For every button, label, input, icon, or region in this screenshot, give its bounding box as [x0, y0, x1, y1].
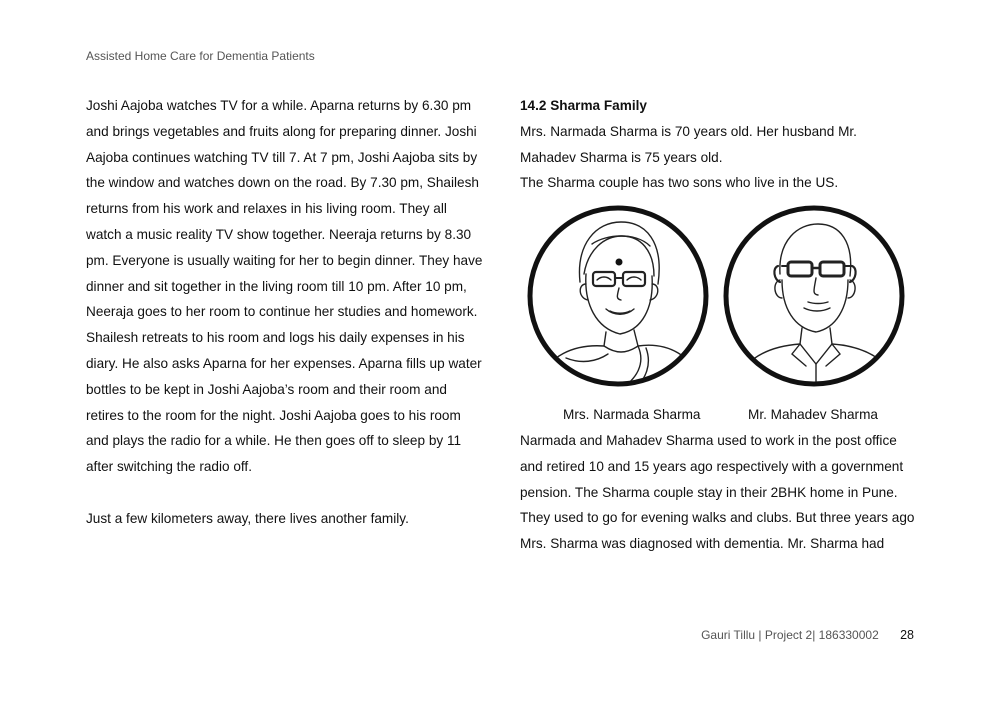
portrait-illustrations [520, 196, 915, 402]
body-paragraph: Joshi Aajoba watches TV for a while. Aparna returns by 6.30 pm and brings vegetables and fruits along for preparing dinner. Joshi Aajoba continues watching TV till 7. At 7 pm, Joshi Aajoba sits by the window and watches down on the road. By 7.30 pm, Shailesh returns from his work and relaxes in his living room. They all watch a music reality TV show together. Neeraja returns by 8.30 pm. Everyone is usually waiting for her to begin dinner. They have dinner and sit together in the living room till 10 pm. After 10 pm, Neeraja goes to her room to continue her studies and homework. Shailesh retreats to his room and logs his daily expenses in his diary. He also asks Aparna for her expenses. Aparna fills up water bottles to be kept in Joshi Aajoba’s room and their room and retires to the room for the night. Joshi Aajoba goes to his room and plays the radio for a while. He then goes off to sleep by 11 after switching the radio off. [86, 98, 483, 475]
section-heading: 14.2 Sharma Family [520, 98, 647, 113]
running-header: Assisted Home Care for Dementia Patients [86, 49, 315, 63]
man-portrait-icon [722, 204, 906, 388]
page-footer [701, 628, 914, 642]
body-paragraph: Just a few kilometers away, there lives another family. [86, 510, 409, 526]
intro-paragraph: The Sharma couple has two sons who live in the US. [520, 175, 839, 191]
portrait-caption-narmada: Mrs. Narmada Sharma [563, 407, 701, 423]
right-column [520, 93, 915, 557]
woman-portrait-icon [526, 204, 710, 388]
left-column [86, 93, 486, 532]
portrait-captions [520, 402, 915, 428]
intro-paragraph: Mrs. Narmada Sharma is 70 years old. Her husband Mr. Mahadev Sharma is 75 years old. [520, 123, 857, 165]
body-paragraph: Narmada and Mahadev Sharma used to work in the post office and retired 10 and 15 years ago respectively with a government pension. The Sharma couple stay in their 2BHK home in Pune. [520, 432, 904, 500]
portrait-caption-mahadev: Mr. Mahadev Sharma [748, 407, 878, 423]
page-number: 28 [900, 628, 914, 642]
footer-credit: Gauri Tillu | Project 2| 186330002 [701, 628, 879, 642]
body-paragraph: They used to go for evening walks and clubs. But three years ago Mrs. Sharma was diagnosed with dementia. Mr. Sharma had [520, 510, 915, 552]
